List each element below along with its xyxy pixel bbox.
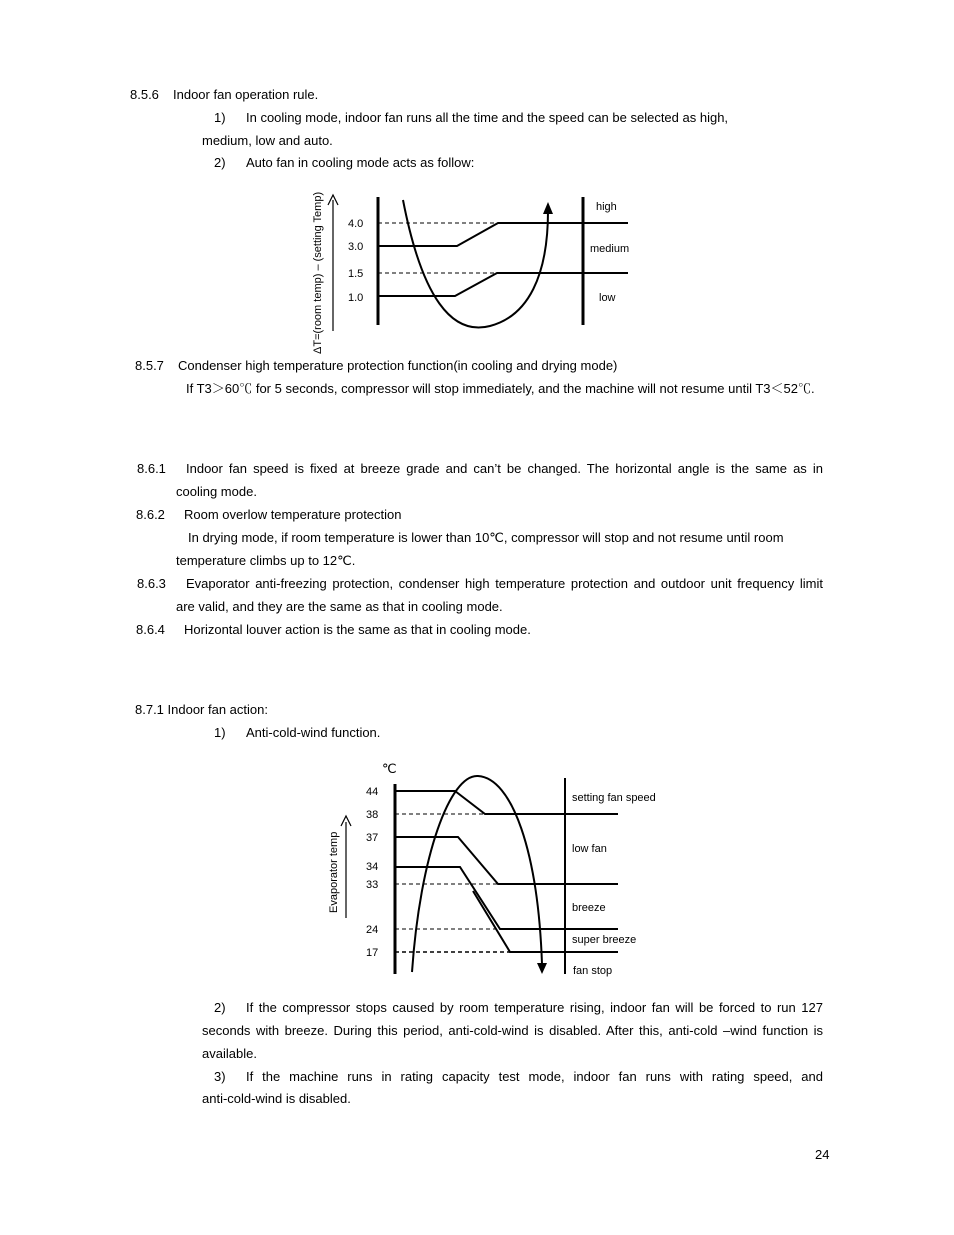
tick-label: 3.0 [348, 241, 364, 253]
tick-label: 1.5 [348, 268, 364, 280]
zone-label-low-fan: low fan [572, 843, 607, 855]
low-medium-step-line [378, 273, 628, 296]
paragraph-line: In drying mode, if room temperature is lower than 10℃, compressor will stop and not resume until room [188, 530, 784, 545]
tick-label: 33 [366, 879, 379, 891]
paragraph-line: anti-cold-wind is disabled. [202, 1091, 351, 1106]
paragraph-line: Auto fan in cooling mode acts as follow: [246, 155, 475, 170]
zone-label-breeze: breeze [572, 902, 606, 914]
paragraph-line: Indoor fan speed is fixed at breeze grade and can’t be changed. The horizontal angle is the same as in [186, 461, 823, 476]
paragraph-line: available. [202, 1046, 257, 1061]
y-axis-label: ΔT=(room temp) – (setting Temp) [312, 191, 324, 354]
page-number: 24 [815, 1147, 830, 1162]
y-axis-label: Evaporator temp [328, 831, 340, 913]
zone-label-medium: medium [590, 243, 630, 255]
paragraph-line: If the compressor stops caused by room temperature rising, indoor fan will be forced to run 127 [246, 1000, 823, 1015]
zone-label-fan-stop: fan stop [573, 965, 613, 977]
paragraph-line: Evaporator anti-freezing protection, condenser high temperature protection and outdoor unit frequency limit [186, 576, 823, 591]
paragraph-line: Horizontal louver action is the same as that in cooling mode. [184, 622, 531, 637]
zone-label-super-breeze: super breeze [572, 934, 637, 946]
section-number-856: 8.5.6 [130, 87, 159, 102]
paragraph-line: medium, low and auto. [202, 133, 333, 148]
zone-label-high: high [596, 201, 617, 213]
paragraph-line: are valid, and they are the same as that in cooling mode. [176, 599, 503, 614]
list-number: 1) [214, 110, 226, 125]
section-number-863: 8.6.3 [137, 576, 166, 591]
paragraph-line: temperature climbs up to 12℃. [176, 553, 356, 568]
curve-arrow-head [537, 963, 547, 974]
anti-cold-wind-diagram [320, 756, 670, 982]
paragraph-line: If the machine runs in rating capacity test mode, indoor fan runs with rating speed, and [246, 1069, 823, 1084]
section-title-856: Indoor fan operation rule. [173, 87, 319, 102]
tick-label: 37 [366, 832, 379, 844]
paragraph-line: If T3＞60℃ for 5 seconds, compressor will stop immediately, and the machine will not resume until T3＜52℃. [186, 381, 815, 396]
curve-arrow-head [543, 202, 553, 214]
tick-label: 34 [366, 861, 379, 873]
list-number: 2) [214, 1000, 226, 1015]
paragraph-line: In cooling mode, indoor fan runs all the time and the speed can be selected as high, [246, 110, 729, 125]
hysteresis-curve [412, 776, 542, 972]
unit-label: ℃ [382, 761, 397, 776]
tick-label: 44 [366, 786, 379, 798]
paragraph-line: seconds with breeze. During this period, anti-cold-wind is disabled. After this, anti-cold –wind function is [202, 1023, 823, 1038]
section-number-857: 8.5.7 [135, 358, 164, 373]
tick-label: 1.0 [348, 292, 364, 304]
paragraph-line: cooling mode. [176, 484, 257, 499]
hysteresis-curve [403, 200, 548, 328]
list-number: 1) [214, 725, 226, 740]
tick-label: 17 [366, 947, 379, 959]
zone-label-low: low [599, 292, 616, 304]
section-title-862: Room overlow temperature protection [184, 507, 402, 522]
auto-fan-cooling-diagram [300, 178, 640, 360]
section-number-861: 8.6.1 [137, 461, 166, 476]
section-number-864: 8.6.4 [136, 622, 165, 637]
breeze-step-line [395, 867, 618, 929]
list-number: 3) [214, 1069, 226, 1084]
paragraph-line: Anti-cold-wind function. [246, 725, 381, 740]
section-title-857: Condenser high temperature protection function(in cooling and drying mode) [178, 358, 618, 373]
tick-label: 24 [366, 924, 379, 936]
tick-label: 38 [366, 809, 379, 821]
tick-label: 4.0 [348, 218, 364, 230]
list-number: 2) [214, 155, 226, 170]
section-number-862: 8.6.2 [136, 507, 165, 522]
section-title-871: 8.7.1 Indoor fan action: [135, 702, 268, 717]
zone-label-setting-fan-speed: setting fan speed [572, 792, 656, 804]
